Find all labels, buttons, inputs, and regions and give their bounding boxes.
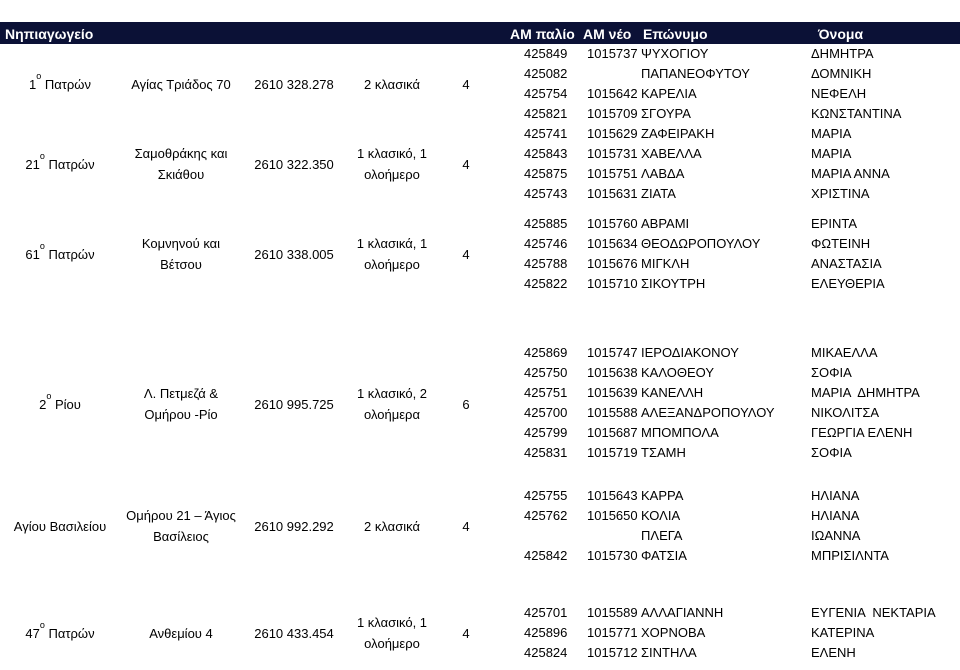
student-row [0,343,960,363]
student-row [0,403,960,423]
school-phone-text: 2610 322.350 [254,156,334,172]
firstname: ΓΕΩΡΓΙΑ ΕΛΕΝΗ [811,425,913,441]
school-address-text: Ομήρου 21 – Άγιος Βασίλειος [126,508,236,544]
surname: ΧΑΒΕΛΛΑ [641,145,702,161]
student-row [0,383,960,403]
school-number: 61 [25,246,40,262]
surname: ΙΕΡΟΔΙΑΚΟΝΟΥ [641,345,739,361]
school-classes-text: 1 κλασικό, 1 ολοήμερο [356,146,428,182]
firstname: ΚΑΤΕΡΙΝΑ [811,624,875,640]
school-classes-text: 1 κλασικά, 1 ολοήμερο [356,236,428,272]
am-new: 1015588 [587,405,638,421]
am-old: 425842 [524,547,568,563]
school-count-text: 4 [462,156,470,172]
am-new: 1015638 [587,365,638,381]
am-old: 425754 [524,85,568,101]
surname: ΛΑΒΔΑ [641,165,685,181]
student-list [0,44,960,124]
am-old: 425885 [524,215,568,231]
surname: ΚΑΝΕΛΛΗ [641,385,704,401]
surname: ΜΠΟΜΠΟΛΑ [641,425,719,441]
school-phone-text: 2610 328.278 [254,76,334,92]
school-phone-text: 2610 992.292 [254,518,334,534]
col-firstname-header: Όνομα [818,26,864,42]
firstname: ΜΙΚΑΕΛΛΑ [811,345,878,361]
firstname: ΧΡΙΣΤΙΝΑ [811,185,870,201]
surname: ΠΛΕΓΑ [641,527,683,543]
student-row [0,274,960,294]
school-classes-text: 2 κλασικά [364,76,420,92]
ordinal-sup: ο [36,70,42,81]
am-new: 1015760 [587,215,638,231]
student-row [0,124,960,144]
am-new: 1015712 [587,644,638,660]
am-old: 425755 [524,487,568,503]
student-row [0,104,960,124]
surname: ΚΑΡΕΛΙΑ [641,85,697,101]
am-old: 425741 [524,125,568,141]
surname: ΘΕΟΔΩΡΟΠΟΥΛΟΥ [641,235,761,251]
am-old: 425896 [524,624,568,640]
surname: ΨΥΧΟΓΙΟΥ [641,45,709,61]
school-address-text: Σαμοθράκης και Σκιάθου [134,146,228,182]
firstname: ΑΝΑΣΤΑΣΙΑ [811,255,882,271]
student-row [0,84,960,104]
school-count-text: 4 [462,518,470,534]
am-old: 425822 [524,275,568,291]
school-group [0,204,960,304]
col-am-old-header: ΑΜ παλίο [510,26,575,42]
surname: ΖΙΑΤΑ [641,185,676,201]
am-new: 1015737 [587,45,638,61]
school-phone-text: 2610 995.725 [254,396,334,412]
student-list [0,124,960,204]
school-count-text: 4 [462,246,470,262]
surname: ΧΟΡΝΟΒΑ [641,624,706,640]
student-row [0,603,960,623]
school-town: Πατρών [41,76,91,92]
student-row [0,144,960,164]
firstname: ΝΕΦΕΛΗ [811,85,867,101]
student-row [0,546,960,566]
am-old: 425701 [524,604,568,620]
school-group [0,44,960,124]
student-row [0,643,960,663]
school-phone-text: 2610 338.005 [254,246,334,262]
surname: ΦΑΤΣΙΑ [641,547,687,563]
am-old: 425869 [524,345,568,361]
am-new: 1015676 [587,255,638,271]
am-old: 425824 [524,644,568,660]
school-count-text: 4 [462,76,470,92]
ordinal-sup: ο [39,240,45,251]
am-old: 425849 [524,45,568,61]
firstname: ΣΟΦΙΑ [811,445,852,461]
student-row [0,184,960,204]
school-town: Πατρών [44,156,95,172]
am-new: 1015642 [587,85,638,101]
surname: ΚΟΛΙΑ [641,507,681,523]
am-new: 1015589 [587,604,638,620]
student-row [0,64,960,84]
student-list [0,343,960,463]
school-town: Αγίου Βασιλείου [13,518,107,534]
school-group [0,344,960,464]
firstname: ΕΛΕΥΘΕΡΙΑ [811,275,885,291]
student-row [0,234,960,254]
student-row [0,623,960,643]
am-old: 425799 [524,425,568,441]
surname: ΑΒΡΑΜΙ [641,215,690,231]
am-old: 425831 [524,445,568,461]
am-old: 425743 [524,185,568,201]
am-new: 1015639 [587,385,638,401]
school-address-text: Κομνηνού και Βέτσου [141,236,221,272]
firstname: ΙΩΑΝΝΑ [811,527,861,543]
student-row [0,254,960,274]
am-new: 1015710 [587,275,638,291]
col-school-header: Νηπιαγωγείο [5,26,94,42]
firstname: ΗΛΙΑΝΑ [811,487,860,503]
school-count-text: 4 [462,625,470,641]
student-list [0,486,960,566]
am-old: 425751 [524,385,568,401]
am-new: 1015629 [587,125,638,141]
school-classes-text: 1 κλασικό, 2 ολοήμερα [356,386,428,422]
am-new: 1015730 [587,547,638,563]
am-old: 425700 [524,405,568,421]
am-old: 425821 [524,105,568,121]
surname: ΚΑΛΟΘΕΟΥ [641,365,715,381]
surname: ΣΙΝΤΗΛΑ [641,644,697,660]
student-row [0,486,960,506]
am-old: 425875 [524,165,568,181]
school-group [0,596,960,670]
am-old: 425750 [524,365,568,381]
am-new: 1015643 [587,487,638,503]
firstname: ΜΑΡΙΑ [811,145,852,161]
school-group [0,124,960,204]
student-row [0,214,960,234]
surname: ΜΙΓΚΛΗ [641,255,690,271]
firstname: ΚΩΝΣΤΑΝΤΙΝΑ [811,105,902,121]
school-number: 1 [29,76,37,92]
surname: ΑΛΛΑΓΙΑΝΝΗ [641,604,724,620]
am-new: 1015687 [587,425,638,441]
student-list [0,214,960,294]
firstname: ΣΟΦΙΑ [811,365,852,381]
am-new: 1015631 [587,185,638,201]
am-old: 425746 [524,235,568,251]
ordinal-sup: ο [39,150,45,161]
am-old: 425788 [524,255,568,271]
surname: ΠΑΠΑΝΕΟΦΥΤΟΥ [641,65,750,81]
firstname: ΕΡΙΝΤΑ [811,215,857,231]
am-old: 425843 [524,145,568,161]
ordinal-sup: ο [39,619,45,630]
am-new: 1015731 [587,145,638,161]
am-new: 1015650 [587,507,638,523]
surname: ΖΑΦΕΙΡΑΚΗ [641,125,715,141]
school-town: Πατρών [44,625,95,641]
school-town: Πατρών [44,246,95,262]
school-classes-text: 1 κλασικό, 1 ολοήμερο [356,615,428,651]
firstname: ΜΑΡΙΑ [811,125,852,141]
student-row [0,423,960,443]
student-row [0,164,960,184]
school-count-text: 6 [462,396,470,412]
table-header [0,22,960,44]
student-list [0,603,960,663]
school-classes-text: 2 κλασικά [364,518,420,534]
am-new: 1015719 [587,445,638,461]
firstname: ΔΟΜΝΙΚΗ [811,65,872,81]
school-group [0,484,960,568]
am-new: 1015709 [587,105,638,121]
school-phone-text: 2610 433.454 [254,625,334,641]
am-new: 1015634 [587,235,638,251]
firstname: ΗΛΙΑΝΑ [811,507,860,523]
school-address-text: Λ. Πετμεζά & Ομήρου -Ρίο [143,386,219,422]
ordinal-sup: ο [46,390,52,401]
student-row [0,443,960,463]
firstname: ΜΑΡΙΑ ΔΗΜΗΤΡΑ [811,385,920,401]
school-number: 2 [39,396,47,412]
surname: ΣΓΟΥΡΑ [641,105,691,121]
student-row [0,44,960,64]
firstname: ΜΠΡΙΣΙΛΝΤΑ [811,547,889,563]
am-new: 1015751 [587,165,638,181]
am-old: 425762 [524,507,568,523]
student-row [0,506,960,526]
firstname: ΕΥΓΕΝΙΑ ΝΕΚΤΑΡΙΑ [811,604,936,620]
am-new: 1015747 [587,345,638,361]
surname: ΤΣΑΜΗ [641,445,686,461]
school-address-text: Ανθεμίου 4 [149,625,213,641]
col-am-new-header: ΑΜ νέο [583,26,632,42]
am-new: 1015771 [587,624,638,640]
firstname: ΔΗΜΗΤΡΑ [811,45,874,61]
school-town: Ρίου [51,396,81,412]
am-old: 425082 [524,65,568,81]
student-row [0,526,960,546]
surname: ΣΙΚΟΥΤΡΗ [641,275,706,291]
firstname: ΦΩΤΕΙΝΗ [811,235,871,251]
surname: ΚΑΡΡΑ [641,487,684,503]
col-surname-header: Επώνυμο [643,26,708,42]
school-number: 21 [25,156,40,172]
firstname: ΜΑΡΙΑ ΑΝΝΑ [811,165,890,181]
firstname: ΝΙΚΟΛΙΤΣΑ [811,405,880,421]
school-number: 47 [25,625,40,641]
student-row [0,363,960,383]
school-address-text: Αγίας Τριάδος 70 [131,76,231,92]
surname: ΑΛΕΞΑΝΔΡΟΠΟΥΛΟΥ [641,405,775,421]
firstname: ΕΛΕΝΗ [811,644,856,660]
